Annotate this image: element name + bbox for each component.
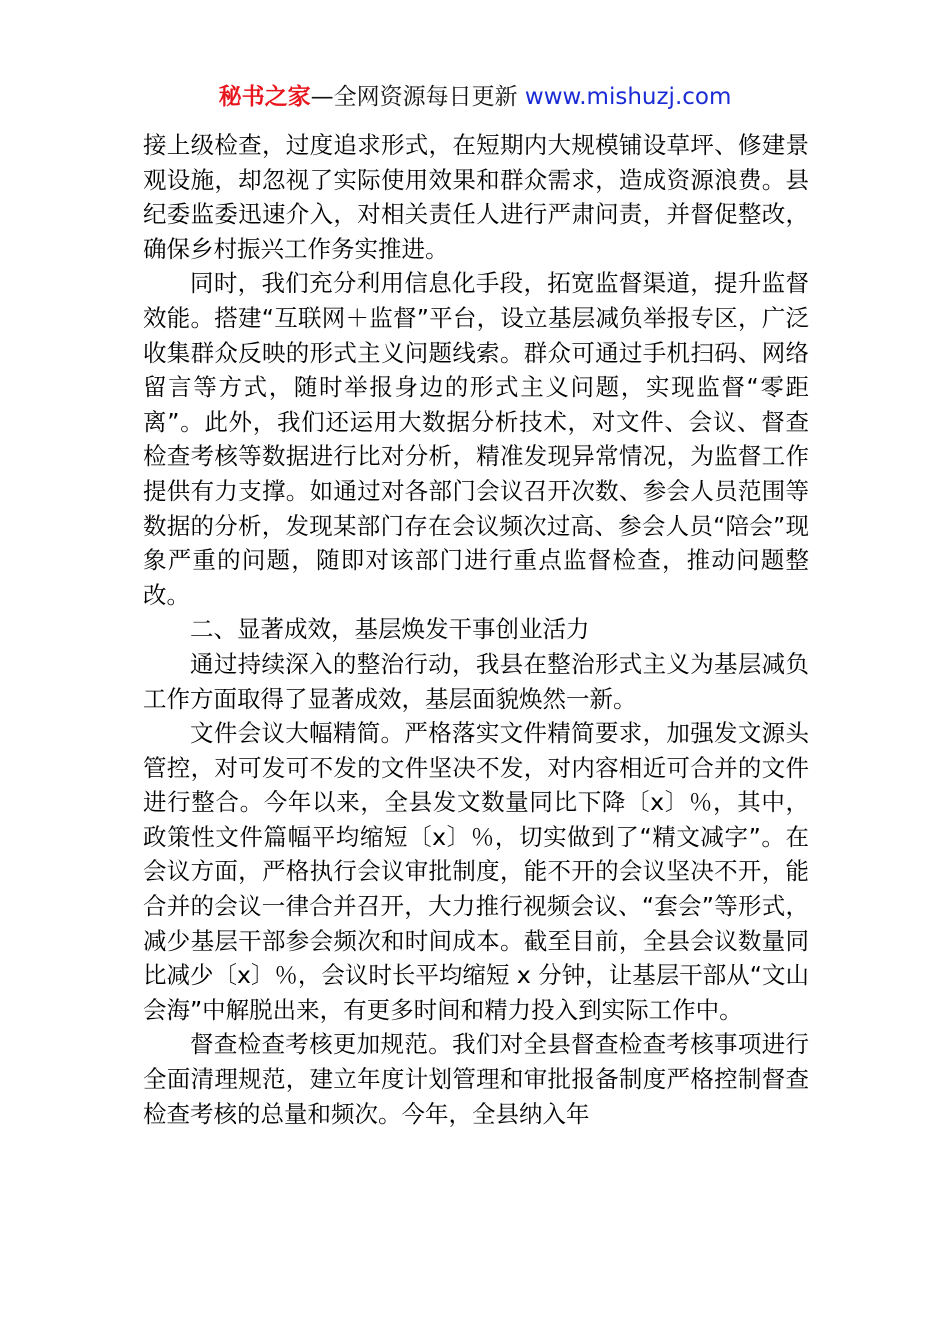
site-header — [0, 80, 950, 114]
site-brand: 秘书之家 — [218, 84, 311, 110]
section-heading: 二、显著成效，基层焕发干事创业活力 — [190, 615, 590, 644]
paragraph: 通过持续深入的整治行动，我县在整治形式主义为基层减负工作方面取得了显著成效，基层面貌焕然一新。 — [143, 649, 809, 713]
site-url-link[interactable]: www.mishuzj.com — [524, 84, 732, 110]
paragraph: 同时，我们充分利用信息化手段，拓宽监督渠道，提升监督效能。搭建“互联网＋监督”平台，设立基层减负举报专区，广泛收集群众反映的形式主义问题线索。群众可通过手机扫码、网络留言等方式，随时举报身边的形式主义问题，实现监督“零距离”。此外，我们还运用大数据分析技术，对文件、会议、督查检查考核等数据进行比对分析，精准发现异常情况，为监督工作提供有力支撑。如通过对各部门会议召开次数、参会人员范围等数据的分析，发现某部门存在会议频次过高、参会人员“陪会”现象严重的问题，随即对该部门进行重点监督检查，推动问题整改。 — [143, 269, 809, 609]
paragraph-continuation: 接上级检查，过度追求形式，在短期内大规模铺设草坪、修建景观设施，却忽视了实际使用效果和群众需求，造成资源浪费。县纪委监委迅速介入，对相关责任人进行严肃问责，并督促整改，确保乡村振兴工作务实推进。 — [143, 131, 809, 263]
paragraph: 督查检查考核更加规范。我们对全县督查检查考核事项进行全面清理规范，建立年度计划管理和审批报备制度严格控制督查检查考核的总量和频次。今年，全县纳入年 — [143, 1030, 809, 1128]
site-tagline: —全网资源每日更新 — [310, 84, 518, 110]
document-body — [143, 128, 809, 1131]
paragraph: 文件会议大幅精简。严格落实文件精简要求，加强发文源头管控，对可发可不发的文件坚决不发，对内容相近可合并的文件进行整合。今年以来，全县发文数量同比下降〔x〕％，其中，政策性文件篇幅平均缩短〔x〕％，切实做到了“精文减字”。在会议方面，严格执行会议审批制度，能不开的会议坚决不开，能合并的会议一律合并召开，大力推行视频会议、“套会”等形式，减少基层干部参会频次和时间成本。截至目前，全县会议数量同比减少〔x〕％，会议时长平均缩短 x 分钟，让基层干部从“文山会海”中解脱出来，有更多时间和精力投入到实际工作中。 — [143, 719, 809, 1024]
